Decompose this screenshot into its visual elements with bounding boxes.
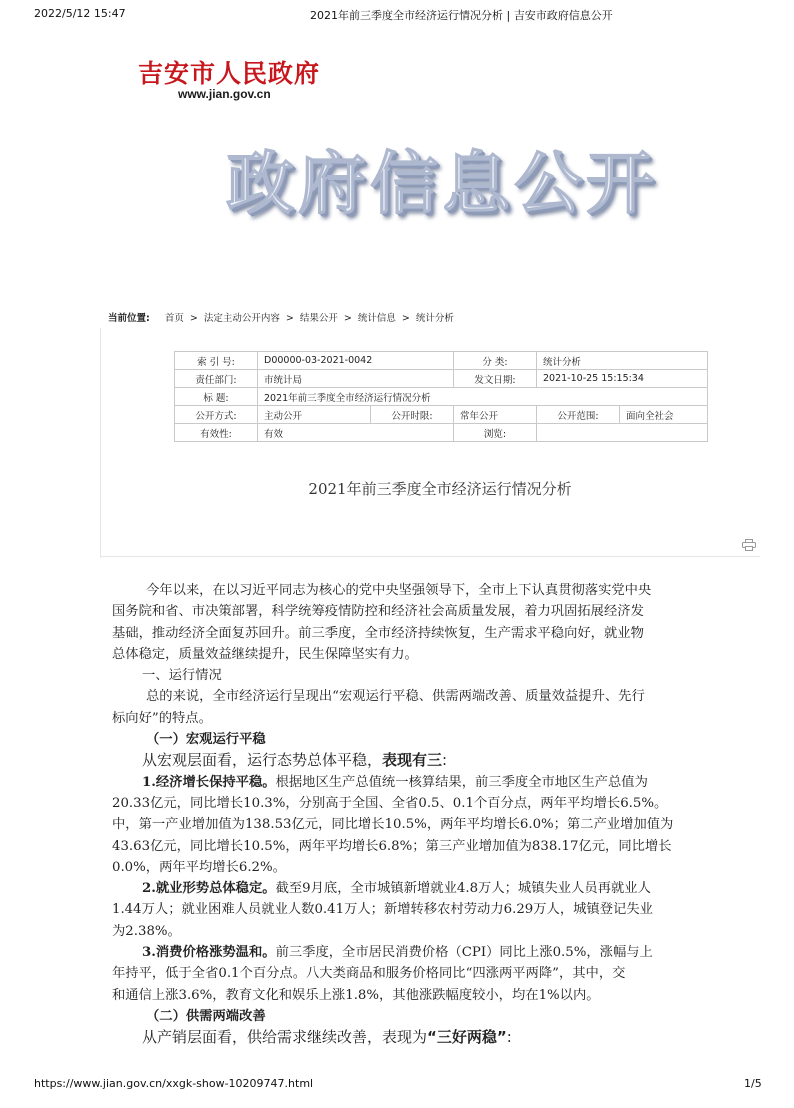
paragraph-line: 国务院和省、市决策部署，科学统筹疫情防控和经济社会高质量发展，着力巩固拓展经济发 xyxy=(112,604,644,620)
breadcrumb-separator: > xyxy=(189,313,198,324)
paragraph-line: 中，第一产业增加值为138.53亿元，同比增长10.5%，两年平均增长6.0%；第二产业增加值为 xyxy=(112,817,674,833)
paragraph-line xyxy=(112,878,758,899)
period-label: 公开时限: xyxy=(371,406,454,424)
breadcrumb-results[interactable]: 结果公开 xyxy=(299,313,338,324)
print-url: https://www.jian.gov.cn/xxgk-show-10209747.html xyxy=(34,1077,314,1090)
validity-value: 有效 xyxy=(258,424,454,442)
item-text: 前三季度，全市居民消费价格（CPI）同比上涨0.5%，涨幅与上 xyxy=(275,945,653,961)
category-value: 统计分析 xyxy=(537,352,708,370)
print-page-number: 1/5 xyxy=(744,1077,762,1090)
item-heading: 3.消费价格涨势温和。 xyxy=(142,945,276,961)
title-value: 2021年前三季度全市经济运行情况分析 xyxy=(258,388,708,406)
category-label: 分 类: xyxy=(454,352,537,370)
site-title[interactable]: 吉安市人民政府 xyxy=(138,59,321,88)
paragraph-line: 总的来说，全市经济运行呈现出“宏观运行平稳、供需两端改善、质量效益提升、先行 xyxy=(146,689,645,705)
lead-punct: : xyxy=(506,1028,512,1047)
breadcrumb-analysis[interactable]: 统计分析 xyxy=(415,313,454,324)
paragraph-line: 年持平，低于全省0.1个百分点。八大类商品和服务价格同比“四涨两平两降”，其中，交 xyxy=(112,966,626,982)
paragraph-line: 20.33亿元，同比增长10.3%，分别高于全国、全省0.5、0.1个百分点，两年平均增长6.5%。 xyxy=(112,795,668,811)
lead-sentence xyxy=(112,1027,758,1048)
breadcrumb-separator: > xyxy=(343,313,352,324)
breadcrumb-label: 当前位置: xyxy=(108,313,150,324)
lead-text: 从产销层面看，供给需求继续改善，表现为 xyxy=(142,1028,428,1047)
paragraph-line: 标向好”的特点。 xyxy=(112,710,212,726)
index-value: D00000-03-2021-0042 xyxy=(258,352,454,370)
print-page-title: 2021年前三季度全市经济运行情况分析 | 吉安市政府信息公开 xyxy=(310,9,613,22)
breadcrumb-separator: > xyxy=(401,313,410,324)
paragraph-line: 和通信上涨3.6%，教育文化和娱乐上涨1.8%，其他涨跌幅度较小，均在1%以内。 xyxy=(112,987,600,1003)
item-text: 根据地区生产总值统一核算结果，前三季度全市地区生产总值为 xyxy=(275,774,648,790)
paragraph-line: 为2.38%。 xyxy=(112,923,181,939)
breadcrumb-public-content[interactable]: 法定主动公开内容 xyxy=(203,313,280,324)
paragraph-line xyxy=(112,772,758,793)
breadcrumb xyxy=(108,310,457,324)
validity-label: 有效性: xyxy=(175,424,258,442)
site-url[interactable]: www.jian.gov.cn xyxy=(178,87,271,101)
breadcrumb-statistics[interactable]: 统计信息 xyxy=(357,313,396,324)
subsection-heading: （二）供需两端改善 xyxy=(146,1008,266,1024)
item-heading: 1.经济增长保持平稳。 xyxy=(142,774,276,790)
index-label: 索 引 号: xyxy=(175,352,258,370)
item-heading: 2.就业形势总体稳定。 xyxy=(142,881,276,897)
banner-heading: 政府信息公开 xyxy=(226,145,659,224)
lead-emphasis: 表现有三 xyxy=(382,751,443,770)
document-metadata-table xyxy=(174,351,708,442)
breadcrumb-separator: > xyxy=(285,313,294,324)
scope-value: 面向全社会 xyxy=(620,406,708,424)
paragraph-line: 0.0%，两年平均增长6.2%。 xyxy=(112,859,286,875)
item-text: 截至9月底，全市城镇新增就业4.8万人；城镇失业人员再就业人 xyxy=(275,881,651,897)
date-value: 2021-10-25 15:15:34 xyxy=(537,370,708,388)
views-label: 浏览: xyxy=(454,424,537,442)
period-value: 常年公开 xyxy=(454,406,537,424)
content-border-left xyxy=(100,328,101,558)
print-datetime: 2022/5/12 15:47 xyxy=(34,7,126,20)
paragraph-line: 今年以来，在以习近平同志为核心的党中央坚强领导下，全市上下认真贯彻落实党中央 xyxy=(146,583,652,598)
scope-label: 公开范围: xyxy=(537,406,620,424)
article-body xyxy=(112,580,758,1049)
paragraph-line: 基础，推动经济全面复苏回升。前三季度，全市经济持续恢复，生产需求平稳向好，就业物 xyxy=(112,625,644,641)
dept-label: 责任部门: xyxy=(175,370,258,388)
paragraph-line: 1.44万人；就业困难人员就业人数0.41万人；新增转移农村劳动力6.29万人，城镇登记失业 xyxy=(112,902,653,918)
paragraph-line: 总体稳定，质量效益继续提升，民生保障坚实有力。 xyxy=(112,646,418,662)
paragraph-line: 43.63亿元，同比增长10.5%，两年平均增长6.8%；第三产业增加值为838.17亿元，同比增长 xyxy=(112,838,672,854)
section-heading: 一、运行情况 xyxy=(142,668,222,684)
lead-sentence xyxy=(112,750,758,771)
breadcrumb-home[interactable]: 首页 xyxy=(164,313,184,324)
lead-punct: : xyxy=(442,751,448,770)
paragraph-line xyxy=(112,942,758,963)
title-label: 标 题: xyxy=(175,388,258,406)
content-divider xyxy=(100,556,760,557)
mode-label: 公开方式: xyxy=(175,406,258,424)
document-title: 2021年前三季度全市经济运行情况分析 xyxy=(308,480,572,498)
views-value xyxy=(537,424,708,442)
mode-value: 主动公开 xyxy=(258,406,371,424)
dept-value: 市统计局 xyxy=(258,370,454,388)
lead-text: 从宏观层面看，运行态势总体平稳， xyxy=(142,751,383,770)
print-icon[interactable] xyxy=(742,536,756,548)
lead-emphasis: “三好两稳” xyxy=(427,1028,507,1047)
date-label: 发文日期: xyxy=(454,370,537,388)
subsection-heading: （一）宏观运行平稳 xyxy=(146,732,266,748)
